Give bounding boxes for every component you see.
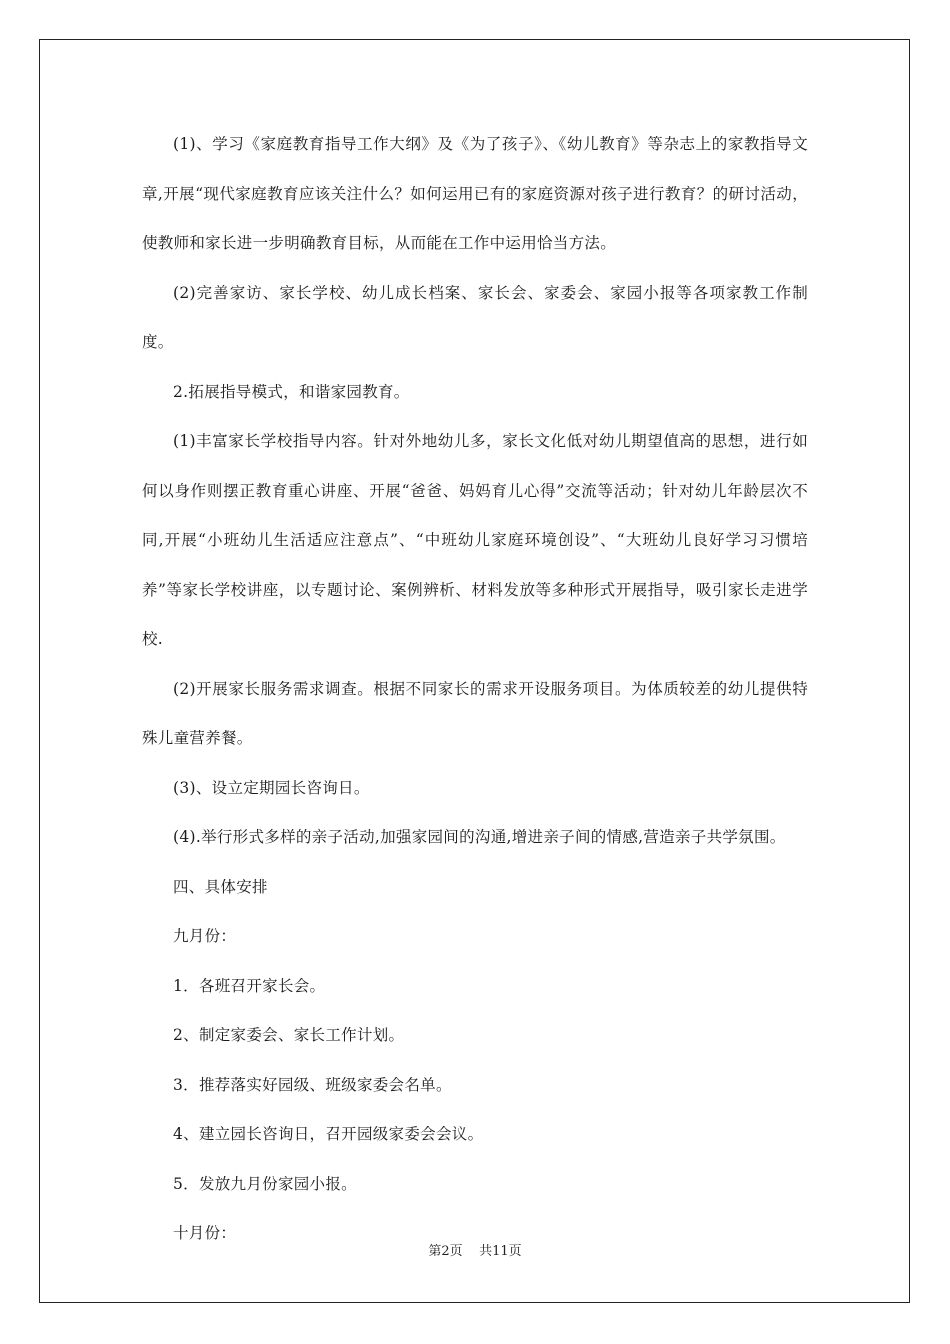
month-heading: 十月份： bbox=[173, 1224, 237, 1242]
list-item: 5．发放九月份家园小报。 bbox=[173, 1174, 357, 1193]
list-item: 1．各班召开家长会。 bbox=[173, 976, 326, 995]
page-number-footer: 第2页 共11页 bbox=[428, 1244, 522, 1259]
list-item: 3．推荐落实好园级、班级家委会名单。 bbox=[173, 1075, 452, 1094]
paragraph: (3)、设立定期园长咨询日。 bbox=[173, 778, 370, 797]
paragraph: (1)、学习《家庭教育指导工作大纲》及《为了孩子》、《幼儿教育》等杂志上的家教指导文章,开展“现代家庭教育应该关注什么？如何运用已有的家庭资源对孩子进行教育？的研讨活动，使教师和家长进一步明确教育目标，从而能在工作中运用恰当方法。 bbox=[142, 135, 808, 252]
paragraph: (4).举行形式多样的亲子活动,加强家园间的沟通,增进亲子间的情感,营造亲子共学氛围。 bbox=[173, 828, 786, 846]
list-item: 4、建立园长咨询日，召开园级家委会会议。 bbox=[173, 1125, 484, 1143]
document-body bbox=[142, 120, 808, 1259]
paragraph: (2)开展家长服务需求调查。根据不同家长的需求开设服务项目。为体质较差的幼儿提供特殊儿童营养餐。 bbox=[142, 679, 808, 747]
paragraph: (2)完善家访、家长学校、幼儿成长档案、家长会、家委会、家园小报等各项家教工作制度。 bbox=[142, 283, 808, 351]
paragraph: (1)丰富家长学校指导内容。针对外地幼儿多，家长文化低对幼儿期望值高的思想，进行如何以身作则摆正教育重心讲座、开展“爸爸、妈妈育儿心得”交流等活动；针对幼儿年龄层次不同,开展“小班幼儿生活适应注意点”、“中班幼儿家庭环境创设”、“大班幼儿良好学习习惯培养”等家长学校讲座，以专题讨论、案例辨析、材料发放等多种形式开展指导，吸引家长走进学校. bbox=[142, 432, 808, 648]
month-heading: 九月份： bbox=[173, 927, 237, 945]
list-item: 2、制定家委会、家长工作计划。 bbox=[173, 1026, 405, 1044]
paragraph: 2.拓展指导模式，和谐家园教育。 bbox=[173, 382, 410, 401]
section-heading: 四、具体安排 bbox=[173, 877, 268, 896]
